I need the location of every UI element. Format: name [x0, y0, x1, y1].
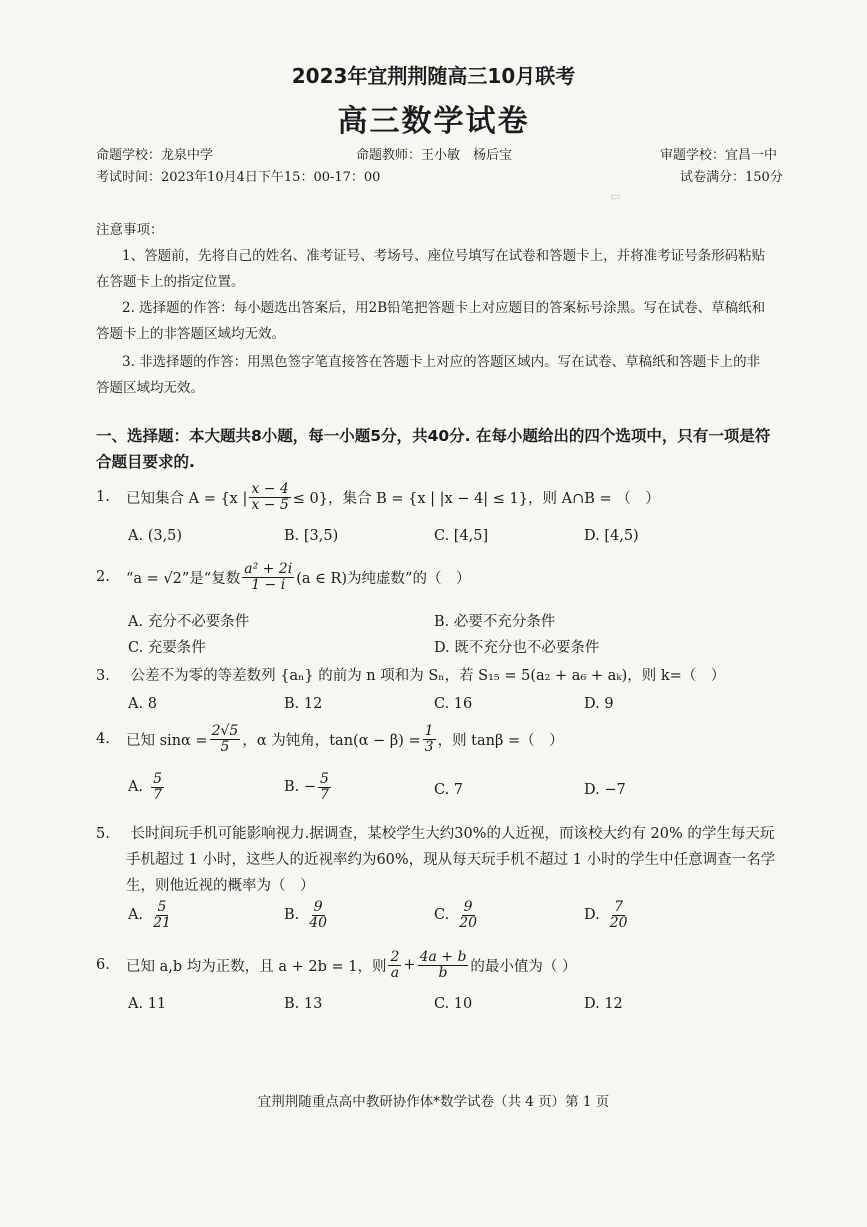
plus-sign: + [403, 957, 416, 974]
fraction-numerator: 5 [153, 771, 163, 787]
fraction-numerator: 7 [614, 899, 624, 915]
fraction-denominator: 21 [153, 914, 171, 931]
note-2-line1: 2. 选择题的作答：每小题选出答案后，用2B铅笔把答题卡上对应题目的答案标号涂黑。写在试卷、草稿纸和 [122, 300, 766, 316]
page-footer: 宜荆荆随重点高中教研协作体*数学试卷（共 4 页）第 1 页 [257, 1094, 610, 1110]
question-4 [96, 724, 564, 754]
question-3 [96, 664, 725, 685]
option-a: A. (3,5) [128, 528, 183, 544]
fraction [210, 724, 241, 754]
question-text-continued: 的最小值为（ ） [470, 958, 577, 975]
question-2 [96, 562, 470, 592]
question-5-line3: 生，则他近视的概率为（ ） [126, 878, 315, 894]
fraction-denominator: 7 [320, 786, 329, 803]
fraction [151, 900, 173, 930]
fraction [608, 900, 630, 930]
fraction-denominator: 20 [609, 914, 628, 931]
fraction [418, 950, 469, 980]
option-a [128, 772, 166, 802]
question-1 [96, 482, 660, 512]
fraction-denominator: a [390, 964, 400, 981]
fraction-numerator: 4a + b [419, 949, 467, 965]
question-text-continued: ≤ 0}，集合 B = {x | |x − 4| ≤ 1}，则 A∩B = （ ） [292, 490, 660, 507]
note-2-line2: 答题卡上的非答题区域均无效。 [96, 326, 285, 342]
option-label: C. [434, 907, 450, 924]
school-label: 命题学校：龙泉中学 [96, 148, 214, 163]
fraction-denominator: 3 [424, 738, 434, 755]
teacher-label: 命题教师：王小敏 杨后宝 [356, 148, 513, 163]
option-a: A. 11 [128, 996, 167, 1012]
question-text: 已知集合 A = {x | [126, 490, 248, 507]
fraction [249, 482, 290, 512]
fraction-denominator: 40 [309, 914, 328, 931]
question-number: 5. [96, 826, 110, 842]
question-text: 公差不为零的等差数列 {aₙ} 的前为 n 项和为 Sₙ，若 S₁₅ = 5(a₂ + a₆ + aₖ)，则 k=（ ） [130, 668, 726, 684]
option-b [284, 900, 331, 930]
option-b: B. 13 [284, 996, 323, 1012]
option-b: B. 必要不充分条件 [434, 614, 556, 630]
fraction [242, 562, 294, 592]
note-3-line1: 3. 非选择题的作答：用黑色签字笔直接答在答题卡上对应的答题区域内。写在试卷、草稿纸和答题卡上的非 [122, 354, 761, 370]
fraction-denominator: x − 5 [251, 496, 289, 513]
option-d: D. 12 [584, 996, 623, 1012]
option-d: D. −7 [584, 782, 626, 798]
option-d: D. [4,5) [584, 528, 639, 544]
fraction-numerator: 9 [313, 899, 323, 915]
option-label: A. [128, 779, 144, 796]
question-text-line1: 长时间玩手机可能影响视力.据调查，某校学生大约30%的人近视，而该校大约有 20% 的学生每天玩 [130, 826, 775, 842]
full-score-label: 试卷满分：150分 [680, 170, 783, 185]
option-b: B. 12 [284, 696, 323, 712]
option-a: A. 8 [128, 696, 157, 712]
fraction-numerator: 5 [320, 771, 329, 787]
question-text: 已知 sinα = [126, 732, 208, 749]
fraction-numerator: a² + 2i [244, 561, 293, 577]
note-1-line1: 1、答题前，先将自己的姓名、准考证号、考场号、座位号填写在试卷和答题卡上，并将准考证号条形码粘贴 [122, 248, 766, 264]
fraction-denominator: 5 [220, 738, 230, 755]
question-number: 3. [96, 668, 110, 684]
option-b: B. [3,5) [284, 528, 339, 544]
option-c: C. [4,5] [434, 528, 489, 544]
fraction-denominator: 7 [153, 786, 163, 803]
fraction [388, 950, 401, 980]
note-1-line2: 在答题卡上的指定位置。 [96, 274, 245, 290]
exam-time-label: 考试时间：2023年10月4日下午15：00-17：00 [96, 170, 381, 185]
fraction [423, 724, 436, 754]
question-text-continued: (a ∈ R)为纯虚数”的（ ） [296, 570, 471, 587]
question-5-line2: 手机超过 1 小时，这些人的近视率约为60%，现从每天玩手机不超过 1 小时的学生中任意调查一名学 [126, 852, 776, 868]
note-3-line2: 答题区域均无效。 [96, 380, 204, 396]
section-1-heading-line2: 合题目要求的. [96, 453, 195, 471]
option-label: D. [584, 907, 600, 924]
bleed-through-mark: ▭ [610, 190, 621, 203]
fraction-numerator: x − 4 [251, 481, 289, 497]
question-text: “a = √2”是“复数 [126, 570, 241, 587]
fraction-denominator: b [438, 964, 448, 981]
question-number: 4. [96, 731, 110, 748]
fraction-numerator: 1 [424, 723, 434, 739]
notes-heading: 注意事项： [96, 222, 164, 238]
option-c [434, 900, 481, 930]
question-number: 1. [96, 489, 110, 506]
question-number: 2. [96, 569, 110, 586]
fraction-numerator: 2√5 [211, 723, 239, 739]
fraction-denominator: 20 [459, 914, 478, 931]
option-c: C. 7 [434, 782, 464, 798]
question-number: 6. [96, 957, 110, 974]
option-label: B. − [284, 779, 317, 796]
option-a: A. 充分不必要条件 [128, 614, 250, 630]
question-6 [96, 950, 577, 980]
option-label: B. [284, 907, 300, 924]
option-d: D. 既不充分也不必要条件 [434, 640, 600, 656]
option-d: D. 9 [584, 696, 614, 712]
fraction [457, 900, 479, 930]
question-text-continued: ，则 tanβ =（ ） [437, 732, 564, 749]
question-5 [96, 822, 774, 843]
option-c: C. 16 [434, 696, 473, 712]
option-d [584, 900, 632, 930]
option-b [284, 772, 333, 802]
fraction-denominator: 1 − i [251, 576, 286, 593]
fraction-numerator: 2 [390, 949, 400, 965]
fraction [151, 772, 164, 802]
review-school-label: 审题学校：宜昌一中 [660, 148, 778, 163]
option-c: C. 充要条件 [128, 640, 206, 656]
option-c: C. 10 [434, 996, 473, 1012]
section-1-heading-line1: 一、选择题：本大题共8小题，每一小题5分，共40分. 在每小题给出的四个选项中，只有一项是符 [96, 427, 771, 445]
fraction-numerator: 5 [157, 899, 167, 915]
question-text: 已知 a,b 均为正数，且 a + 2b = 1，则 [126, 958, 387, 975]
option-label: A. [128, 907, 144, 924]
exam-title-line2: 高三数学试卷 [337, 104, 530, 139]
fraction [307, 900, 329, 930]
exam-title-line1: 2023年宜荆荆随高三10月联考 [291, 64, 576, 88]
option-a [128, 900, 175, 930]
fraction-numerator: 9 [463, 899, 473, 915]
question-text-continued: ，α 为钝角，tan(α − β) = [242, 732, 421, 749]
fraction [318, 772, 331, 802]
